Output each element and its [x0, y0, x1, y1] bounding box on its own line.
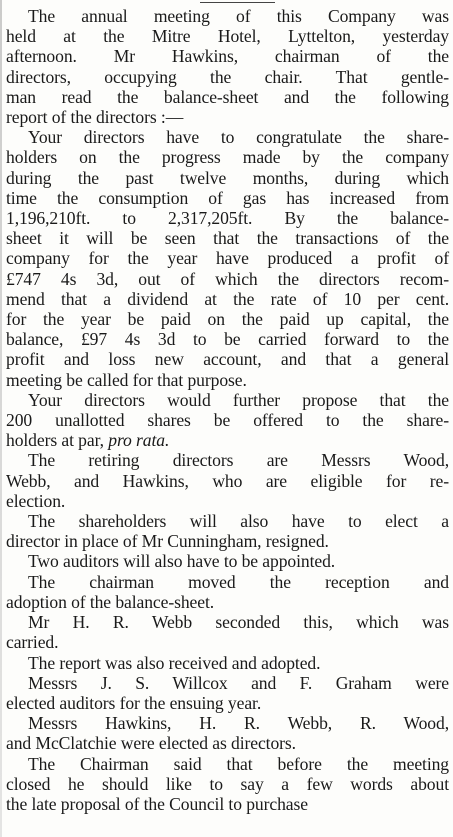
text-line: The annual meeting of this Company was	[28, 6, 449, 26]
article-paragraph	[6, 511, 449, 551]
text-line: Your directors have to congratulate the share-	[28, 127, 449, 148]
text-line: carried.	[6, 632, 59, 653]
text-line: and McClatchie were elected as directors.	[6, 733, 296, 754]
article-paragraph	[6, 127, 449, 390]
text-line: meeting be called for that purpose.	[6, 369, 247, 390]
article-paragraph	[6, 450, 449, 511]
text-line: holders on the progress made by the company	[6, 147, 449, 168]
italic-text-run: pro rata.	[108, 430, 170, 451]
text-line: balance, £97 4s 3d to be carried forward to the	[6, 329, 449, 350]
text-line: report of the directors :—	[6, 107, 184, 128]
text-line: during the past twelve months, during which	[6, 167, 449, 188]
article-paragraph	[6, 713, 449, 753]
text-line: closed he should like to say a few words about	[6, 773, 449, 794]
text-line: mend that a dividend at the rate of 10 per cent.	[6, 288, 449, 309]
text-line: adoption of the balance-sheet.	[6, 591, 215, 612]
article-paragraph	[6, 390, 449, 451]
article-paragraph	[6, 673, 449, 713]
text-line: The report was also received and adopted.	[28, 652, 321, 673]
text-line: Webb, and Hawkins, who are eligible for re-	[6, 470, 449, 491]
article-paragraph	[6, 754, 449, 815]
text-line: The Chairman said that before the meeting	[28, 753, 449, 774]
article-paragraph	[6, 572, 449, 612]
text-line: company for the year have produced a profit of	[6, 248, 449, 269]
text-line: time the consumption of gas has increased from	[6, 187, 449, 208]
article-body	[6, 6, 449, 814]
text-line: sheet it will be seen that the transactions of the	[6, 228, 449, 249]
text-line: £747 4s 3d, out of which the directors recom-	[6, 268, 449, 289]
text-line: Two auditors will also have to be appointed.	[28, 551, 336, 572]
article-paragraph	[6, 551, 449, 571]
text-line: profit and loss new account, and that a general	[6, 349, 449, 370]
article-paragraph	[6, 653, 449, 673]
text-run: holders at par,	[6, 430, 109, 451]
article-paragraph	[6, 612, 449, 652]
text-line: The chairman moved the reception and	[28, 571, 449, 592]
text-line: The retiring directors are Messrs Wood,	[28, 450, 449, 471]
text-line: held at the Mitre Hotel, Lyttelton, yesterday	[6, 26, 449, 47]
text-line: man read the balance-sheet and the following	[6, 86, 449, 107]
text-line: The shareholders will also have to elect a	[28, 511, 449, 532]
text-line: director in place of Mr Cunningham, resigned.	[6, 531, 329, 552]
article-paragraph	[6, 6, 449, 127]
text-line: election.	[6, 490, 66, 511]
text-line: Messrs J. S. Willcox and F. Graham were	[28, 672, 449, 693]
text-line: the late proposal of the Council to purchase	[6, 793, 308, 814]
text-line: Messrs Hawkins, H. R. Webb, R. Wood,	[28, 713, 449, 734]
text-line: 200 unallotted shares be offered to the share-	[6, 410, 449, 431]
text-line: Your directors would further propose that the	[28, 389, 449, 410]
text-line	[6, 430, 449, 450]
page-edge-shadow	[0, 0, 2, 837]
text-line: elected auditors for the ensuing year.	[6, 692, 262, 713]
text-line: directors, occupying the chair. That gentle-	[6, 66, 449, 87]
text-line: afternoon. Mr Hawkins, chairman of the	[6, 46, 449, 67]
text-line: 1,196,210ft. to 2,317,205ft. By the balance-	[6, 208, 449, 229]
text-line: Mr H. R. Webb seconded this, which was	[28, 612, 449, 633]
text-line: for the year be paid on the paid up capital, the	[6, 309, 449, 330]
column-rule	[200, 2, 275, 3]
